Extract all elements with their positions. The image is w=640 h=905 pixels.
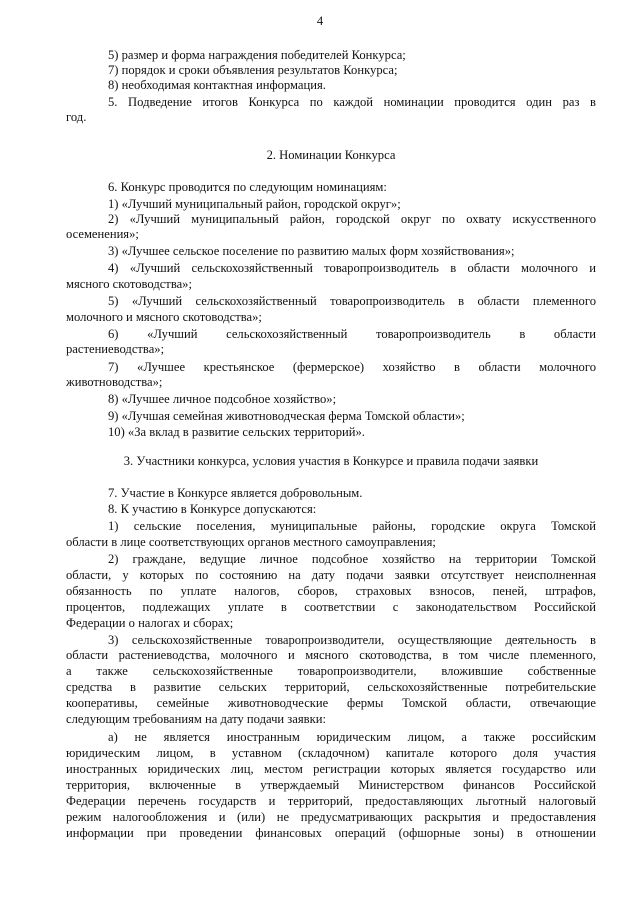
- text-line: иностранных юридических лиц, местом регистрации которых является государство или: [66, 762, 596, 776]
- text-line: информации при проведении финансовых операций (офшорные зоны) в отношении: [66, 826, 596, 840]
- text-line: а также сельскохозяйственные товаропроизводители, вложившие собственные: [66, 664, 596, 678]
- text-line: средства в развитие сельских территорий, сельскохозяйственные потребительские: [66, 680, 596, 694]
- page-number: 4: [316, 14, 324, 28]
- text-line: 6. Конкурс проводится по следующим номинациям:: [108, 180, 387, 194]
- text-line: 9) «Лучшая семейная животноводческая ферма Томской области»;: [108, 409, 465, 423]
- text-line: растениеводства»;: [66, 342, 165, 356]
- text-line: молочного и мясного скотоводства»;: [66, 310, 262, 324]
- text-line: 3) «Лучшее сельское поселение по развитию малых форм хозяйствования»;: [108, 244, 515, 258]
- text-line: животноводства»;: [66, 375, 163, 389]
- text-line: Федерации перечень государств и территорий, предоставляющих льготный налоговый: [66, 794, 596, 808]
- text-line: Федерации о налогах и сборах;: [66, 616, 234, 630]
- text-line: 8. К участию в Конкурсе допускаются:: [108, 502, 317, 516]
- text-line: 3) сельскохозяйственные товаропроизводители, осуществляющие деятельность в: [108, 633, 596, 647]
- text-line: 5) «Лучший сельскохозяйственный товаропроизводитель в области племенного: [108, 294, 596, 308]
- text-line: а) не является иностранным юридическим лицом, а также российским: [108, 730, 596, 744]
- text-line: территория, включенные в утверждаемый Министерством финансов Российской: [66, 778, 596, 792]
- section-heading: 2. Номинации Конкурса: [266, 148, 396, 162]
- text-line: 5. Подведение итогов Конкурса по каждой номинации проводится один раз в: [108, 95, 596, 109]
- text-line: процентов, подлежащих уплате в соответствии с законодательством Российской: [66, 600, 596, 614]
- text-line: 1) «Лучший муниципальный район, городской округ»;: [108, 197, 401, 211]
- text-line: 7) «Лучшее крестьянское (фермерское) хозяйство в области молочного: [108, 360, 596, 374]
- text-line: обязанность по уплате налогов, сборов, страховых взносов, пеней, штрафов,: [66, 584, 596, 598]
- text-line: 1) сельские поселения, муниципальные районы, городские округа Томской: [108, 519, 596, 533]
- text-line: следующим требованиям на дату подачи заявки:: [66, 712, 326, 726]
- text-line: 4) «Лучший сельскохозяйственный товаропроизводитель в области молочного и: [108, 261, 596, 275]
- text-line: 10) «За вклад в развитие сельских территорий».: [108, 425, 365, 439]
- text-line: 7) порядок и сроки объявления результатов Конкурса;: [108, 63, 398, 77]
- text-line: области, у которых по состоянию на дату подачи заявки отсутствует неисполненная: [66, 568, 596, 582]
- text-line: 8) необходимая контактная информация.: [108, 78, 326, 92]
- section-heading: 3. Участники конкурса, условия участия в Конкурсе и правила подачи заявки: [123, 454, 539, 468]
- text-line: режим налогообложения и (или) не предусматривающих раскрытия и предоставления: [66, 810, 596, 824]
- text-line: 2) граждане, ведущие личное подсобное хозяйство на территории Томской: [108, 552, 596, 566]
- text-line: 2) «Лучший муниципальный район, городской округ по охвату искусственного: [108, 212, 596, 226]
- text-line: 6) «Лучший сельскохозяйственный товаропроизводитель в области: [108, 327, 596, 341]
- text-line: кооперативы, семейные животноводческие фермы Томской области, отвечающие: [66, 696, 596, 710]
- text-line: области в лице соответствующих органов местного самоуправления;: [66, 535, 436, 549]
- text-line: области растениеводства, молочного и мясного скотоводства, в том числе племенного,: [66, 648, 596, 662]
- text-line: мясного скотоводства»;: [66, 277, 192, 291]
- text-line: осеменения»;: [66, 227, 139, 241]
- text-line: 5) размер и форма награждения победителей Конкурса;: [108, 48, 406, 62]
- text-line: год.: [66, 110, 87, 124]
- text-line: 8) «Лучшее личное подсобное хозяйство»;: [108, 392, 337, 406]
- text-line: 7. Участие в Конкурсе является добровольным.: [108, 486, 363, 500]
- text-line: юридическим лицом, в уставном (складочном) капитале которого доля участия: [66, 746, 596, 760]
